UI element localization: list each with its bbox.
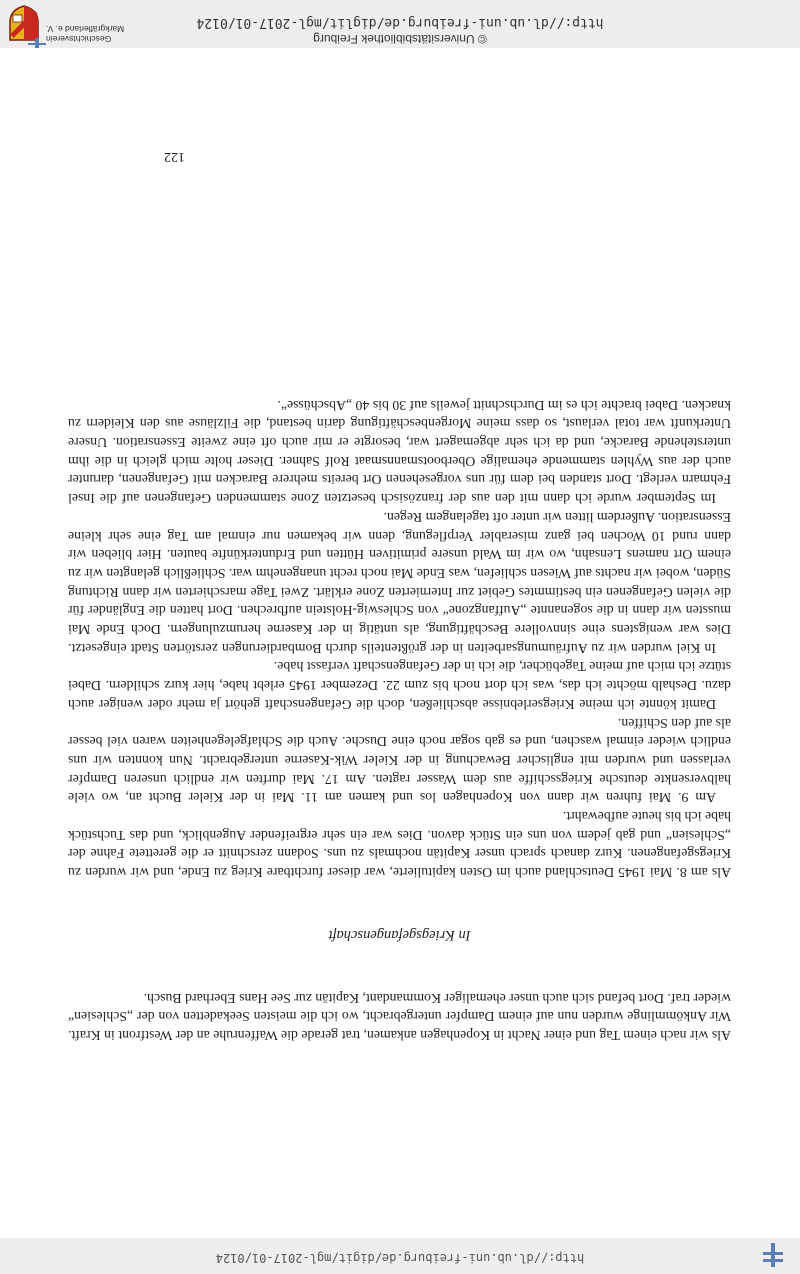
society-name (46, 24, 160, 44)
copyright-notice: © Universitätsbibliothek Freiburg (313, 32, 487, 46)
university-logo-icon (26, 38, 48, 48)
page-number: 122 (164, 149, 185, 164)
page-text (68, 395, 731, 1044)
paragraph: Als am 8. Mai 1945 Deutschland auch im Osten kapitulierte, war dieser furchtbare Krieg zu Ende, und wir wurden zu Kriegsgefangenen. Kurz danach sprach unser Kapitän nochmals zu uns. Sodann zerschnitt er die gerettete Fahne der „Schlesien“ und gab jedem von uns ein Stück davon. Dies war ein sehr ergreifender Augenblick, und das Tuchstück habe ich bis heute aufbewahrt. (68, 809, 731, 881)
section-heading: In Kriegsgefangenschaft (328, 926, 471, 943)
viewer-header-bar (0, 1238, 800, 1274)
society-name-line2: Markgräflerland e. V. (46, 24, 125, 34)
society-name-line1: Geschichtsverein (46, 34, 112, 44)
paragraph: Am 9. Mai fuhren wir dann von Kopenhagen los und kamen am 11. Mai in der Kieler Bucht an, wo viele halbversenkte deutsche Kriegsschiffe aus dem Wasser ragten. Am 17. Mai durften wir endlich unseren Dampfer verlassen und wurden mit englischer Bewachung in der Kieler Wik-Kaserne untergebracht. Nun konnten wir uns endlich wieder einmal waschen, und es gab sogar noch eine Dusche. Auch die Schlafgelegenheiten waren viel besser als auf den Schiffen. (68, 715, 731, 806)
society-crest-icon (8, 4, 40, 42)
viewer-top-url[interactable]: http://dl.ub.uni-freiburg.de/digit/mgl-2017-01/0124 (215, 1251, 585, 1265)
paragraph: In Kiel wurden wir zu Aufräumungsarbeiten in der größtenteils durch Bombardierungen zerstörten Stadt eingesetzt. Dies war wenigstens eine sinnvollere Beschäftigung, als untätig in der Kaserne herumzulungern. Doch Ende Mai mussten wir dann in die sogenannte „Auffangzone“ von Schleswig-Holstein aufbrechen. Dort hatten die Engländer für die vielen Gefangenen ein bestimmtes Gebiet zur Internierten Zone erklärt. Zwei Tage marschierten wir dann Richtung Süden, wobei wir nachts auf Wiesen schliefen, was Ende Mai noch recht unangenehm war. Schließlich gelangten wir zu einem Ort namens Lensahn, wo wir im Wald unsere primitiven Hütten und Erdunterkünfte bauten. Hier blieben wir dann rund 10 Wochen bei ganz miserabler Verpflegung, denn wir bekamen nur einmal am Tag eine sehr kleine Essensration. Außerdem litten wir unter oft tagelangem Regen. (68, 509, 731, 656)
intro-paragraph: Als wir nach einem Tag und einer Nacht in Kopenhagen ankamen, trat gerade die Waffenruhe an der Westfront in Kraft. Wir Ankömmlinge wurden nun auf einem Dampfer untergebracht, wo ich die meisten Seekadetten von der „Schlesien“ wieder traf. Dort befand sich auch unser ehemaliger Kommandant, Kapitän zur See Hans Eberhard Busch. (68, 990, 731, 1043)
paragraph: Im September wurde ich dann mit den aus der französisch besetzten Zone stammenden Gefangenen auf die Insel Fehmarn verlegt. Dort standen bei dem für uns vorgesehenen Ort bereits mehrere Baracken mit Gefangenen, darunter auch der aus Wyhlen stammende ehemalige Oberbootsmannsmaat Rolf Sahner. Dieser holte mich gleich in die ihm unterstehende Baracke, und da ich sehr abgemagert war, besorgte er mir auch oft eine zweite Essensration. Unsere Unterkunft war total verlaust, so dass meine Morgenbeschäftigung darin bestand, die Filzläuse aus den Kleidern zu knacken. Dabei brachte ich es im Durchschnitt jeweils auf 30 bis 40 „Abschüsse“. (68, 397, 731, 507)
viewer-footer-bar (0, 0, 800, 48)
document-url[interactable]: http://dl.ub.uni-freiburg.de/diglit/mgl-2017-01/0124 (196, 15, 604, 30)
paragraph: Damit könnte ich meine Kriegserlebnisse abschließen, doch die Gefangenschaft gehört ja mehr oder weniger auch dazu. Deshalb möchte ich das, was ich dort noch bis zum 22. Dezember 1945 erlebt habe, hier kurz schildern. Dabei stütze ich mich auf meine Tagebücher, die ich in der Gefangenschaft verfasst habe. (68, 659, 731, 712)
